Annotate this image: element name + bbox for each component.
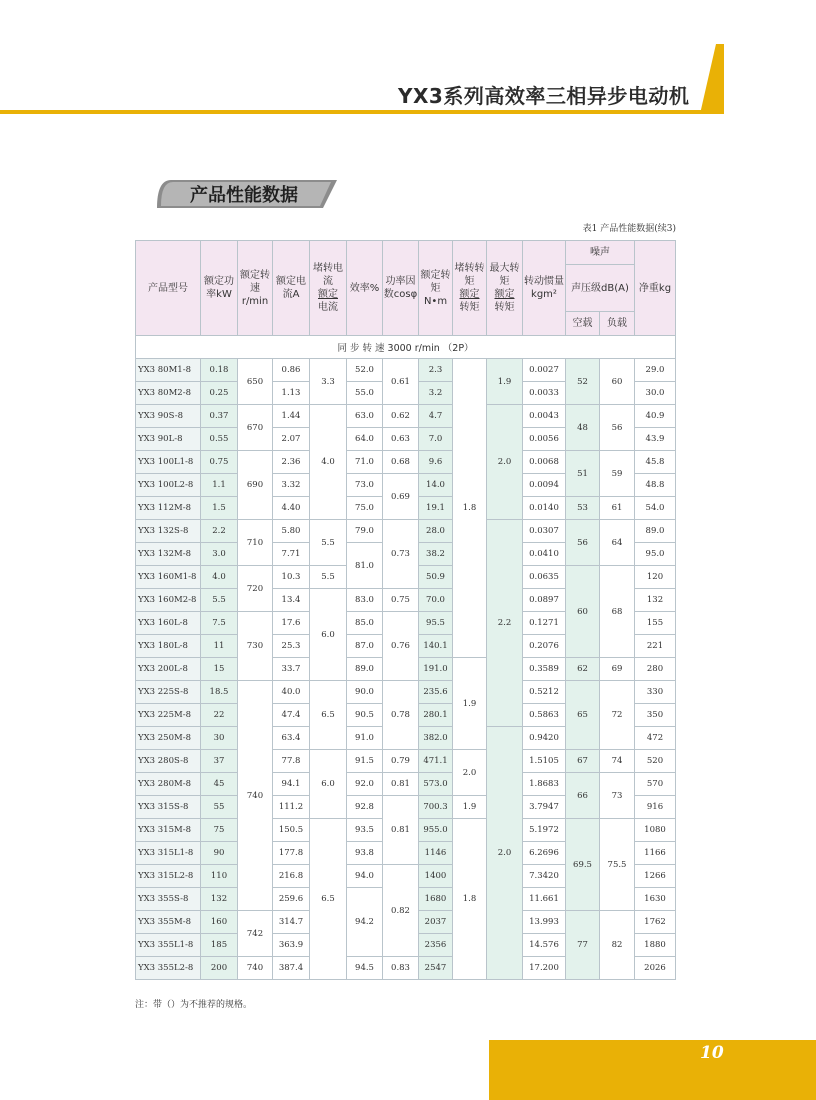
cell-speed: 710 bbox=[238, 520, 273, 566]
cell-noise-noload: 62 bbox=[566, 658, 600, 681]
table-row bbox=[136, 359, 676, 382]
cell-lr-torque: 1.8 bbox=[453, 819, 487, 980]
cell-power: 15 bbox=[201, 658, 238, 681]
cell-power: 37 bbox=[201, 750, 238, 773]
cell-power: 0.75 bbox=[201, 451, 238, 474]
cell-inertia: 0.0068 bbox=[523, 451, 566, 474]
cell-current: 47.4 bbox=[273, 704, 310, 727]
cell-torque: 19.1 bbox=[419, 497, 453, 520]
cell-power: 3.0 bbox=[201, 543, 238, 566]
cell-noise-load: 72 bbox=[600, 681, 635, 750]
cell-weight: 95.0 bbox=[635, 543, 676, 566]
cell-power: 55 bbox=[201, 796, 238, 819]
cell-eff: 87.0 bbox=[347, 635, 383, 658]
cell-eff: 93.5 bbox=[347, 819, 383, 842]
cell-eff: 79.0 bbox=[347, 520, 383, 543]
cell-eff: 90.0 bbox=[347, 681, 383, 704]
cell-current: 2.07 bbox=[273, 428, 310, 451]
cell-eff: 64.0 bbox=[347, 428, 383, 451]
cell-current: 10.3 bbox=[273, 566, 310, 589]
cell-inertia: 0.0094 bbox=[523, 474, 566, 497]
cell-noise-noload: 48 bbox=[566, 405, 600, 451]
cell-power: 200 bbox=[201, 957, 238, 980]
cell-current: 216.8 bbox=[273, 865, 310, 888]
cell-noise-load: 75.5 bbox=[600, 819, 635, 911]
cell-eff: 81.0 bbox=[347, 543, 383, 589]
cell-weight: 45.8 bbox=[635, 451, 676, 474]
cell-current: 33.7 bbox=[273, 658, 310, 681]
cell-max-torque: 1.9 bbox=[487, 359, 523, 405]
cell-model: YX3 160L-8 bbox=[136, 612, 201, 635]
cell-speed: 740 bbox=[238, 957, 273, 980]
cell-pf: 0.76 bbox=[383, 612, 419, 681]
cell-power: 0.25 bbox=[201, 382, 238, 405]
cell-noise-load: 61 bbox=[600, 497, 635, 520]
cell-weight: 1266 bbox=[635, 865, 676, 888]
cell-weight: 221 bbox=[635, 635, 676, 658]
cell-model: YX3 315M-8 bbox=[136, 819, 201, 842]
cell-model: YX3 315L1-8 bbox=[136, 842, 201, 865]
cell-eff: 91.0 bbox=[347, 727, 383, 750]
cell-lr-current: 5.5 bbox=[310, 520, 347, 566]
cell-torque: 280.1 bbox=[419, 704, 453, 727]
cell-weight: 520 bbox=[635, 750, 676, 773]
cell-model: YX3 160M2-8 bbox=[136, 589, 201, 612]
cell-current: 94.1 bbox=[273, 773, 310, 796]
cell-speed: 742 bbox=[238, 911, 273, 957]
header-weight: 净重kg bbox=[635, 241, 676, 336]
cell-noise-noload: 66 bbox=[566, 773, 600, 819]
header-efficiency: 效率% bbox=[347, 241, 383, 336]
cell-model: YX3 132M-8 bbox=[136, 543, 201, 566]
cell-torque: 235.6 bbox=[419, 681, 453, 704]
header-model: 产品型号 bbox=[136, 241, 201, 336]
header-torque: 额定转矩N•m bbox=[419, 241, 453, 336]
cell-power: 11 bbox=[201, 635, 238, 658]
header-rule bbox=[0, 110, 722, 114]
cell-inertia: 11.661 bbox=[523, 888, 566, 911]
cell-eff: 94.2 bbox=[347, 888, 383, 957]
cell-weight: 30.0 bbox=[635, 382, 676, 405]
cell-weight: 1630 bbox=[635, 888, 676, 911]
cell-model: YX3 100L1-8 bbox=[136, 451, 201, 474]
cell-model: YX3 250M-8 bbox=[136, 727, 201, 750]
cell-model: YX3 225M-8 bbox=[136, 704, 201, 727]
header-locked-rotor-current: 堵转电流 额定 电流 bbox=[310, 241, 347, 336]
cell-noise-load: 82 bbox=[600, 911, 635, 980]
cell-weight: 1880 bbox=[635, 934, 676, 957]
cell-inertia: 0.0635 bbox=[523, 566, 566, 589]
cell-torque: 14.0 bbox=[419, 474, 453, 497]
cell-eff: 71.0 bbox=[347, 451, 383, 474]
cell-eff: 85.0 bbox=[347, 612, 383, 635]
cell-pf: 0.81 bbox=[383, 773, 419, 796]
cell-torque: 1400 bbox=[419, 865, 453, 888]
table-row bbox=[136, 681, 676, 704]
cell-weight: 2026 bbox=[635, 957, 676, 980]
table-row bbox=[136, 773, 676, 796]
cell-inertia: 0.0140 bbox=[523, 497, 566, 520]
cell-model: YX3 180L-8 bbox=[136, 635, 201, 658]
cell-noise-noload: 77 bbox=[566, 911, 600, 980]
cell-lr-current: 6.5 bbox=[310, 681, 347, 750]
cell-torque: 573.0 bbox=[419, 773, 453, 796]
header-current: 额定电流A bbox=[273, 241, 310, 336]
cell-noise-load: 74 bbox=[600, 750, 635, 773]
cell-torque: 50.9 bbox=[419, 566, 453, 589]
cell-power: 110 bbox=[201, 865, 238, 888]
cell-weight: 280 bbox=[635, 658, 676, 681]
cell-eff: 89.0 bbox=[347, 658, 383, 681]
page-number: 10 bbox=[700, 1043, 724, 1063]
cell-power: 4.0 bbox=[201, 566, 238, 589]
cell-pf: 0.83 bbox=[383, 957, 419, 980]
cell-torque: 700.3 bbox=[419, 796, 453, 819]
header-spl: 声压级dB(A) bbox=[566, 265, 635, 312]
cell-current: 259.6 bbox=[273, 888, 310, 911]
cell-weight: 43.9 bbox=[635, 428, 676, 451]
cell-weight: 1080 bbox=[635, 819, 676, 842]
cell-noise-noload: 56 bbox=[566, 520, 600, 566]
cell-eff: 92.8 bbox=[347, 796, 383, 819]
cell-inertia: 7.3420 bbox=[523, 865, 566, 888]
cell-noise-load: 56 bbox=[600, 405, 635, 451]
cell-model: YX3 355S-8 bbox=[136, 888, 201, 911]
footnote: 注：带（）为不推荐的规格。 bbox=[135, 1000, 253, 1010]
cell-inertia: 17.200 bbox=[523, 957, 566, 980]
cell-inertia: 0.9420 bbox=[523, 727, 566, 750]
cell-pf: 0.63 bbox=[383, 428, 419, 451]
cell-lr-torque: 1.8 bbox=[453, 359, 487, 658]
cell-noise-noload: 67 bbox=[566, 750, 600, 773]
table-row bbox=[136, 405, 676, 428]
cell-current: 17.6 bbox=[273, 612, 310, 635]
cell-noise-load: 64 bbox=[600, 520, 635, 566]
cell-noise-load: 59 bbox=[600, 451, 635, 497]
cell-torque: 95.5 bbox=[419, 612, 453, 635]
cell-weight: 570 bbox=[635, 773, 676, 796]
cell-torque: 382.0 bbox=[419, 727, 453, 750]
cell-eff: 55.0 bbox=[347, 382, 383, 405]
cell-model: YX3 112M-8 bbox=[136, 497, 201, 520]
cell-torque: 1680 bbox=[419, 888, 453, 911]
cell-current: 314.7 bbox=[273, 911, 310, 934]
cell-power: 1.1 bbox=[201, 474, 238, 497]
cell-pf: 0.78 bbox=[383, 681, 419, 750]
cell-inertia: 14.576 bbox=[523, 934, 566, 957]
cell-weight: 1762 bbox=[635, 911, 676, 934]
cell-max-torque: 2.0 bbox=[487, 405, 523, 520]
cell-model: YX3 80M2-8 bbox=[136, 382, 201, 405]
cell-torque: 38.2 bbox=[419, 543, 453, 566]
cell-model: YX3 280M-8 bbox=[136, 773, 201, 796]
cell-inertia: 0.0043 bbox=[523, 405, 566, 428]
cell-noise-noload: 52 bbox=[566, 359, 600, 405]
cell-power: 45 bbox=[201, 773, 238, 796]
cell-current: 177.8 bbox=[273, 842, 310, 865]
cell-weight: 54.0 bbox=[635, 497, 676, 520]
header-power-factor: 功率因数cosφ bbox=[383, 241, 419, 336]
cell-power: 0.55 bbox=[201, 428, 238, 451]
cell-inertia: 13.993 bbox=[523, 911, 566, 934]
footer-bar bbox=[489, 1040, 816, 1100]
cell-torque: 2.3 bbox=[419, 359, 453, 382]
cell-noise-noload: 65 bbox=[566, 681, 600, 750]
cell-torque: 7.0 bbox=[419, 428, 453, 451]
cell-current: 3.32 bbox=[273, 474, 310, 497]
cell-eff: 90.5 bbox=[347, 704, 383, 727]
header-inertia: 转动惯量kgm² bbox=[523, 241, 566, 336]
cell-torque: 2037 bbox=[419, 911, 453, 934]
header-max-torque: 最大转矩 额定 转矩 bbox=[487, 241, 523, 336]
cell-eff: 52.0 bbox=[347, 359, 383, 382]
cell-current: 77.8 bbox=[273, 750, 310, 773]
cell-eff: 92.0 bbox=[347, 773, 383, 796]
cell-lr-current: 5.5 bbox=[310, 566, 347, 589]
cell-inertia: 0.2076 bbox=[523, 635, 566, 658]
cell-torque: 70.0 bbox=[419, 589, 453, 612]
cell-pf: 0.82 bbox=[383, 865, 419, 957]
cell-torque: 2547 bbox=[419, 957, 453, 980]
cell-current: 0.86 bbox=[273, 359, 310, 382]
cell-speed: 650 bbox=[238, 359, 273, 405]
cell-inertia: 3.7947 bbox=[523, 796, 566, 819]
cell-lr-current: 6.0 bbox=[310, 589, 347, 681]
cell-power: 132 bbox=[201, 888, 238, 911]
cell-inertia: 1.8683 bbox=[523, 773, 566, 796]
cell-power: 0.18 bbox=[201, 359, 238, 382]
cell-lr-current: 4.0 bbox=[310, 405, 347, 520]
cell-weight: 350 bbox=[635, 704, 676, 727]
table-row bbox=[136, 451, 676, 474]
header-load: 负载 bbox=[600, 312, 635, 336]
cell-lr-current: 3.3 bbox=[310, 359, 347, 405]
cell-current: 13.4 bbox=[273, 589, 310, 612]
cell-model: YX3 200L-8 bbox=[136, 658, 201, 681]
cell-speed: 740 bbox=[238, 681, 273, 911]
cell-weight: 330 bbox=[635, 681, 676, 704]
cell-model: YX3 355L2-8 bbox=[136, 957, 201, 980]
cell-eff: 94.5 bbox=[347, 957, 383, 980]
header-accent-shape bbox=[700, 44, 730, 114]
cell-eff: 91.5 bbox=[347, 750, 383, 773]
cell-power: 0.37 bbox=[201, 405, 238, 428]
cell-inertia: 0.0056 bbox=[523, 428, 566, 451]
cell-noise-load: 69 bbox=[600, 658, 635, 681]
section-title: 产品性能数据 bbox=[190, 185, 298, 206]
cell-torque: 140.1 bbox=[419, 635, 453, 658]
cell-weight: 132 bbox=[635, 589, 676, 612]
cell-weight: 29.0 bbox=[635, 359, 676, 382]
cell-max-torque: 2.0 bbox=[487, 727, 523, 980]
cell-inertia: 6.2696 bbox=[523, 842, 566, 865]
cell-inertia: 0.0027 bbox=[523, 359, 566, 382]
cell-pf: 0.81 bbox=[383, 796, 419, 865]
cell-weight: 472 bbox=[635, 727, 676, 750]
cell-weight: 155 bbox=[635, 612, 676, 635]
cell-pf: 0.62 bbox=[383, 405, 419, 428]
cell-model: YX3 355L1-8 bbox=[136, 934, 201, 957]
cell-model: YX3 90L-8 bbox=[136, 428, 201, 451]
cell-current: 150.5 bbox=[273, 819, 310, 842]
cell-inertia: 1.5105 bbox=[523, 750, 566, 773]
cell-inertia: 0.0410 bbox=[523, 543, 566, 566]
cell-current: 111.2 bbox=[273, 796, 310, 819]
cell-weight: 48.8 bbox=[635, 474, 676, 497]
cell-torque: 28.0 bbox=[419, 520, 453, 543]
cell-speed: 690 bbox=[238, 451, 273, 520]
cell-torque: 1146 bbox=[419, 842, 453, 865]
cell-torque: 955.0 bbox=[419, 819, 453, 842]
cell-lr-current: 6.5 bbox=[310, 819, 347, 980]
cell-lr-torque: 2.0 bbox=[453, 750, 487, 796]
cell-inertia: 5.1972 bbox=[523, 819, 566, 842]
cell-current: 2.36 bbox=[273, 451, 310, 474]
cell-weight: 120 bbox=[635, 566, 676, 589]
cell-weight: 1166 bbox=[635, 842, 676, 865]
cell-pf: 0.75 bbox=[383, 589, 419, 612]
cell-model: YX3 90S-8 bbox=[136, 405, 201, 428]
cell-model: YX3 315L2-8 bbox=[136, 865, 201, 888]
cell-noise-load: 68 bbox=[600, 566, 635, 658]
cell-eff: 63.0 bbox=[347, 405, 383, 428]
cell-model: YX3 100L2-8 bbox=[136, 474, 201, 497]
cell-current: 25.3 bbox=[273, 635, 310, 658]
table-row bbox=[136, 750, 676, 773]
cell-lr-torque: 1.9 bbox=[453, 658, 487, 750]
cell-model: YX3 225S-8 bbox=[136, 681, 201, 704]
cell-pf: 0.61 bbox=[383, 359, 419, 405]
cell-torque: 9.6 bbox=[419, 451, 453, 474]
cell-power: 22 bbox=[201, 704, 238, 727]
cell-noise-load: 60 bbox=[600, 359, 635, 405]
cell-eff: 75.0 bbox=[347, 497, 383, 520]
cell-inertia: 0.0897 bbox=[523, 589, 566, 612]
cell-model: YX3 315S-8 bbox=[136, 796, 201, 819]
cell-power: 160 bbox=[201, 911, 238, 934]
cell-model: YX3 80M1-8 bbox=[136, 359, 201, 382]
performance-table bbox=[135, 240, 676, 980]
document-title: YX3系列高效率三相异步电动机 bbox=[398, 84, 690, 108]
cell-speed: 720 bbox=[238, 566, 273, 612]
cell-torque: 4.7 bbox=[419, 405, 453, 428]
header-noise: 噪声 bbox=[566, 241, 635, 265]
cell-model: YX3 355M-8 bbox=[136, 911, 201, 934]
cell-weight: 89.0 bbox=[635, 520, 676, 543]
cell-power: 5.5 bbox=[201, 589, 238, 612]
cell-torque: 191.0 bbox=[419, 658, 453, 681]
cell-weight: 916 bbox=[635, 796, 676, 819]
cell-model: YX3 160M1-8 bbox=[136, 566, 201, 589]
cell-noise-noload: 60 bbox=[566, 566, 600, 658]
cell-noise-noload: 69.5 bbox=[566, 819, 600, 911]
cell-current: 1.44 bbox=[273, 405, 310, 428]
cell-power: 18.5 bbox=[201, 681, 238, 704]
cell-current: 5.80 bbox=[273, 520, 310, 543]
cell-inertia: 0.3589 bbox=[523, 658, 566, 681]
cell-power: 185 bbox=[201, 934, 238, 957]
cell-pf: 0.68 bbox=[383, 451, 419, 474]
header-noload: 空载 bbox=[566, 312, 600, 336]
cell-inertia: 0.5212 bbox=[523, 681, 566, 704]
cell-speed: 670 bbox=[238, 405, 273, 451]
cell-power: 90 bbox=[201, 842, 238, 865]
cell-current: 387.4 bbox=[273, 957, 310, 980]
header-locked-rotor-torque: 堵转转矩 额定 转矩 bbox=[453, 241, 487, 336]
speed-band: 同 步 转 速 3000 r/min （2P） bbox=[136, 336, 676, 359]
cell-power: 30 bbox=[201, 727, 238, 750]
cell-torque: 471.1 bbox=[419, 750, 453, 773]
cell-eff: 93.8 bbox=[347, 842, 383, 865]
cell-current: 40.0 bbox=[273, 681, 310, 704]
cell-pf: 0.79 bbox=[383, 750, 419, 773]
cell-inertia: 0.0033 bbox=[523, 382, 566, 405]
cell-inertia: 0.5863 bbox=[523, 704, 566, 727]
cell-inertia: 0.1271 bbox=[523, 612, 566, 635]
cell-torque: 2356 bbox=[419, 934, 453, 957]
cell-weight: 40.9 bbox=[635, 405, 676, 428]
header-speed: 额定转速r/min bbox=[238, 241, 273, 336]
cell-pf: 0.69 bbox=[383, 474, 419, 520]
cell-lr-torque: 1.9 bbox=[453, 796, 487, 819]
cell-current: 4.40 bbox=[273, 497, 310, 520]
cell-noise-noload: 53 bbox=[566, 497, 600, 520]
cell-eff: 83.0 bbox=[347, 589, 383, 612]
cell-current: 7.71 bbox=[273, 543, 310, 566]
cell-power: 1.5 bbox=[201, 497, 238, 520]
cell-max-torque: 2.2 bbox=[487, 520, 523, 727]
cell-inertia: 0.0307 bbox=[523, 520, 566, 543]
cell-speed: 730 bbox=[238, 612, 273, 681]
cell-power: 75 bbox=[201, 819, 238, 842]
cell-torque: 3.2 bbox=[419, 382, 453, 405]
cell-current: 1.13 bbox=[273, 382, 310, 405]
cell-current: 363.9 bbox=[273, 934, 310, 957]
cell-noise-load: 73 bbox=[600, 773, 635, 819]
cell-eff: 73.0 bbox=[347, 474, 383, 497]
table-row bbox=[136, 520, 676, 543]
cell-lr-current: 6.0 bbox=[310, 750, 347, 819]
cell-power: 7.5 bbox=[201, 612, 238, 635]
cell-model: YX3 280S-8 bbox=[136, 750, 201, 773]
cell-pf: 0.73 bbox=[383, 520, 419, 589]
cell-power: 2.2 bbox=[201, 520, 238, 543]
cell-noise-noload: 51 bbox=[566, 451, 600, 497]
cell-model: YX3 132S-8 bbox=[136, 520, 201, 543]
header-power: 额定功率kW bbox=[201, 241, 238, 336]
cell-eff: 94.0 bbox=[347, 865, 383, 888]
table-caption: 表1 产品性能数据(续3) bbox=[582, 224, 676, 234]
cell-current: 63.4 bbox=[273, 727, 310, 750]
